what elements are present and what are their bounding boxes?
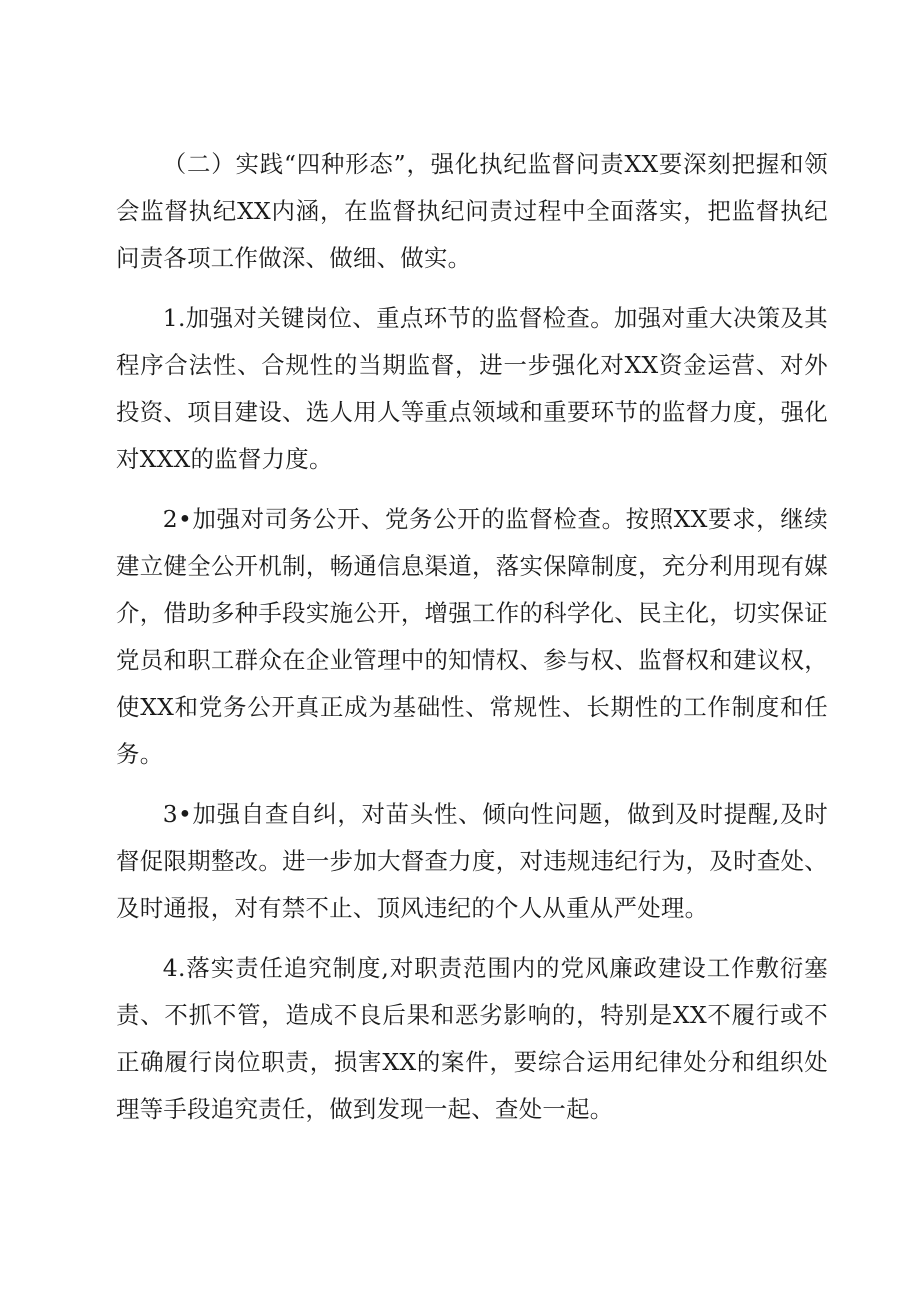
section-heading-paragraph: （二）实践“四种形态”，强化执纪监督问责XX要深刻把握和领会监督执纪XX内涵，在监督执纪问责过程中全面落实，把监督执纪问责各项工作做深、做细、做实。: [116, 150, 828, 272]
document-body: [116, 141, 828, 1146]
item-2-paragraph: 2•加强对司务公开、党务公开的监督检查。按照XX要求，继续建立健全公开机制，畅通信息渠道，落实保障制度，充分利用现有媒介，借助多种手段实施公开，增强工作的科学化、民主化，切实保证党员和职工群众在企业管理中的知情权、参与权、监督权和建议权，使XX和党务公开真正成为基础性、常规性、长期性的工作制度和任务。: [116, 505, 828, 768]
item-1-paragraph: 1.加强对关键岗位、重点环节的监督检查。加强对重大决策及其程序合法性、合规性的当期监督，进一步强化对XX资金运营、对外投资、项目建设、选人用人等重点领域和重要环节的监督力度，强化对XXX的监督力度。: [116, 304, 828, 473]
item-3-paragraph: 3•加强自查自纠，对苗头性、倾向性问题，做到及时提醒,及时督促限期整改。进一步加大督查力度，对违规违纪行为，及时查处、及时通报，对有禁不止、顶风违纪的个人从重从严处理。: [116, 800, 828, 922]
item-4-paragraph: 4.落实责任追究制度,对职责范围内的党风廉政建设工作敷衍塞责、不抓不管，造成不良后果和恶劣影响的，特别是XX不履行或不正确履行岗位职责，损害XX的案件，要综合运用纪律处分和组织处理等手段追究责任，做到发现一起、查处一起。: [116, 954, 828, 1123]
